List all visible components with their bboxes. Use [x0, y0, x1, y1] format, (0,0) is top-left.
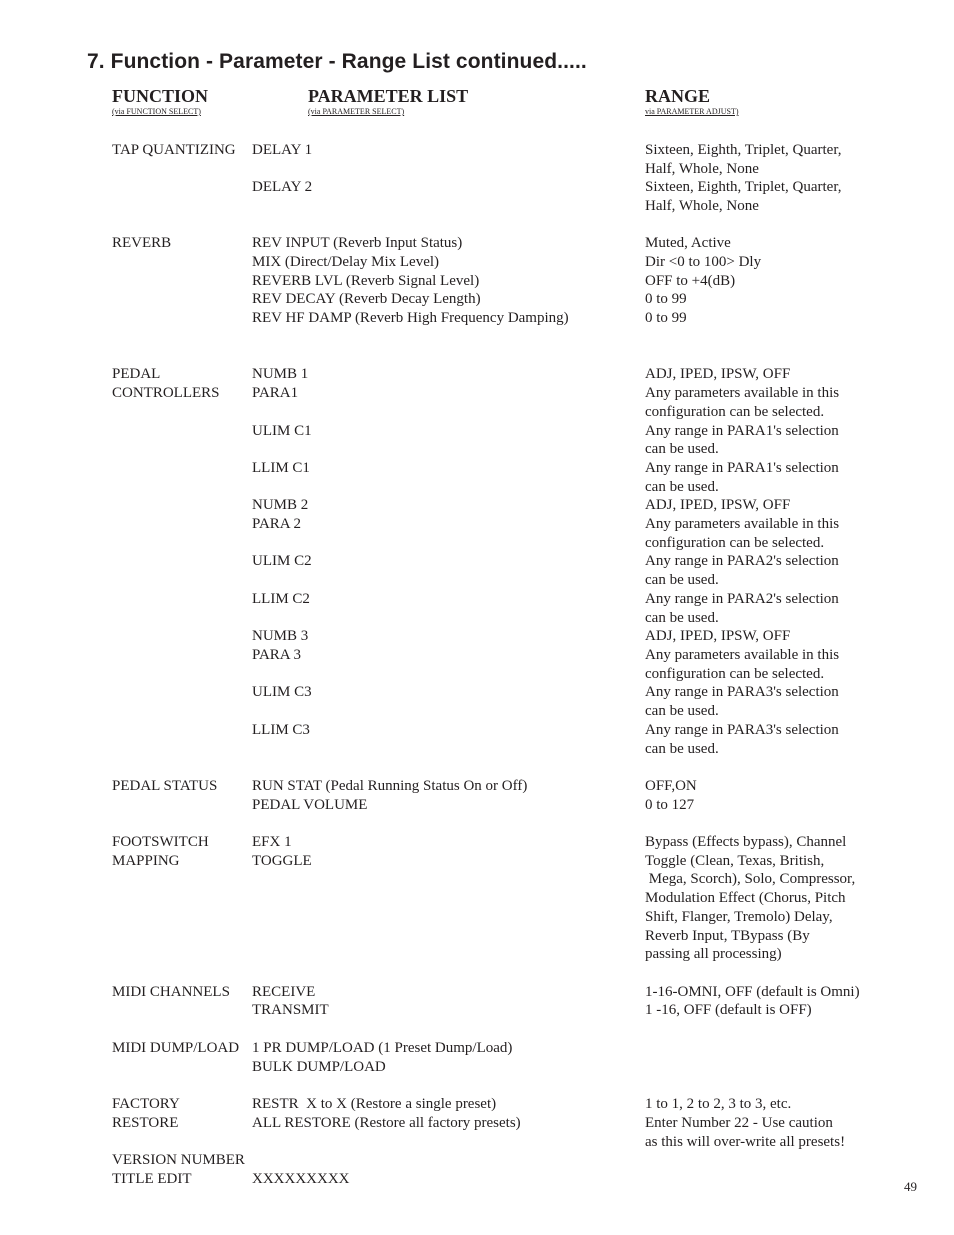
range-cell: can be used.	[645, 441, 719, 457]
parameter-cell: TRANSMIT	[252, 1002, 329, 1018]
parameter-cell: NUMB 1	[252, 366, 309, 382]
range-cell: Any parameters available in this	[645, 385, 840, 401]
function-cell: MAPPING	[112, 853, 180, 869]
parameter-header-sub: (via PARAMETER SELECT)	[308, 107, 405, 116]
function-header-label: FUNCTION	[112, 86, 209, 106]
range-cell: Any parameters available in this	[645, 647, 840, 663]
parameter-cell: PEDAL VOLUME	[252, 797, 368, 813]
parameter-header-label: PARAMETER LIST	[308, 86, 469, 106]
parameter-cell: RECEIVE	[252, 984, 316, 1000]
range-cell: Half, Whole, None	[645, 161, 759, 177]
range-cell: Any parameters available in this	[645, 516, 840, 532]
parameter-cell: RUN STAT (Pedal Running Status On or Off)	[252, 778, 528, 794]
parameter-cell: RESTR X to X (Restore a single preset)	[252, 1096, 497, 1112]
function-header-sub: (via FUNCTION SELECT)	[112, 107, 201, 116]
range-cell: Any range in PARA1's selection	[645, 460, 839, 476]
parameter-cell: REV INPUT (Reverb Input Status)	[252, 235, 463, 251]
range-cell: ADJ, IPED, IPSW, OFF	[645, 497, 791, 513]
parameter-cell: LLIM C2	[252, 591, 310, 607]
function-cell: PEDAL STATUS	[112, 778, 218, 794]
range-cell: Half, Whole, None	[645, 198, 759, 214]
range-cell: ADJ, IPED, IPSW, OFF	[645, 628, 791, 644]
range-cell: 1-16-OMNI, OFF (default is Omni)	[645, 984, 860, 1000]
range-cell: OFF,ON	[645, 778, 697, 794]
function-column-header	[112, 86, 208, 116]
function-cell: REVERB	[112, 235, 172, 251]
parameter-cell: REV HF DAMP (Reverb High Frequency Damping)	[252, 310, 569, 326]
parameter-cell: TOGGLE	[252, 853, 312, 869]
parameter-cell: DELAY 2	[252, 179, 313, 195]
range-cell: can be used.	[645, 572, 719, 588]
function-cell: TAP QUANTIZING	[112, 142, 236, 158]
page-number: 49	[904, 1179, 917, 1194]
parameter-cell: ALL RESTORE (Restore all factory presets)	[252, 1115, 521, 1131]
range-cell: passing all processing)	[645, 946, 782, 962]
parameter-cell: LLIM C1	[252, 460, 310, 476]
range-cell: ADJ, IPED, IPSW, OFF	[645, 366, 791, 382]
function-cell: RESTORE	[112, 1115, 179, 1131]
parameter-cell: PARA1	[252, 385, 299, 401]
range-cell: Any range in PARA3's selection	[645, 684, 839, 700]
parameter-cell: ULIM C2	[252, 553, 312, 569]
page-title: 7. Function - Parameter - Range List continued.....	[87, 50, 587, 73]
range-cell: Shift, Flanger, Tremolo) Delay,	[645, 909, 833, 925]
range-cell: 1 -16, OFF (default is OFF)	[645, 1002, 812, 1018]
range-cell: Any range in PARA1's selection	[645, 423, 839, 439]
parameter-cell: ULIM C1	[252, 423, 312, 439]
parameter-cell: EFX 1	[252, 834, 292, 850]
parameter-cell: REVERB LVL (Reverb Signal Level)	[252, 273, 480, 289]
range-cell: as this will over-write all presets!	[645, 1134, 846, 1150]
parameter-cell: BULK DUMP/LOAD	[252, 1059, 386, 1075]
parameter-column-header	[308, 86, 468, 116]
range-cell: Any range in PARA3's selection	[645, 722, 839, 738]
function-cell: CONTROLLERS	[112, 385, 220, 401]
range-cell: OFF to +4(dB)	[645, 273, 736, 289]
range-cell: configuration can be selected.	[645, 404, 825, 420]
range-cell: 0 to 99	[645, 291, 687, 307]
range-cell: Any range in PARA2's selection	[645, 591, 839, 607]
range-cell: can be used.	[645, 741, 719, 757]
parameter-cell: REV DECAY (Reverb Decay Length)	[252, 291, 481, 307]
function-cell: MIDI CHANNELS	[112, 984, 230, 1000]
range-cell: Modulation Effect (Chorus, Pitch	[645, 890, 846, 906]
range-cell: Dir <0 to 100> Dly	[645, 254, 762, 270]
function-cell: FACTORY	[112, 1096, 180, 1112]
parameter-cell: DELAY 1	[252, 142, 313, 158]
function-cell: VERSION NUMBER	[112, 1152, 245, 1168]
range-cell: Sixteen, Eighth, Triplet, Quarter,	[645, 142, 842, 158]
parameter-cell: PARA 3	[252, 647, 302, 663]
range-cell: Enter Number 22 - Use caution	[645, 1115, 833, 1131]
parameter-cell: NUMB 2	[252, 497, 309, 513]
function-cell: PEDAL	[112, 366, 161, 382]
range-cell: Bypass (Effects bypass), Channel	[645, 834, 847, 850]
range-cell: Reverb Input, TBypass (By	[645, 928, 810, 944]
parameter-cell: MIX (Direct/Delay Mix Level)	[252, 254, 440, 270]
range-cell: 0 to 127	[645, 797, 695, 813]
range-cell: 0 to 99	[645, 310, 687, 326]
function-cell: MIDI DUMP/LOAD	[112, 1040, 240, 1056]
function-cell: TITLE EDIT	[112, 1171, 192, 1187]
range-cell: 1 to 1, 2 to 2, 3 to 3, etc.	[645, 1096, 792, 1112]
parameter-cell: ULIM C3	[252, 684, 312, 700]
range-cell: can be used.	[645, 479, 719, 495]
parameter-cell: NUMB 3	[252, 628, 309, 644]
range-cell: Any range in PARA2's selection	[645, 553, 839, 569]
range-column-header	[645, 86, 739, 116]
range-cell: Mega, Scorch), Solo, Compressor,	[645, 871, 856, 887]
range-cell: configuration can be selected.	[645, 666, 825, 682]
range-cell: Toggle (Clean, Texas, British,	[645, 853, 825, 869]
range-cell: can be used.	[645, 610, 719, 626]
parameter-cell: PARA 2	[252, 516, 302, 532]
range-cell: Muted, Active	[645, 235, 731, 251]
parameter-cell: XXXXXXXXX	[252, 1171, 350, 1187]
range-cell: Sixteen, Eighth, Triplet, Quarter,	[645, 179, 842, 195]
range-cell: can be used.	[645, 703, 719, 719]
range-cell: configuration can be selected.	[645, 535, 825, 551]
function-cell: FOOTSWITCH	[112, 834, 209, 850]
parameter-cell: LLIM C3	[252, 722, 310, 738]
parameter-cell: 1 PR DUMP/LOAD (1 Preset Dump/Load)	[252, 1040, 513, 1056]
range-header-label: RANGE	[645, 86, 711, 106]
range-header-sub: via PARAMETER ADJUST)	[645, 107, 739, 116]
